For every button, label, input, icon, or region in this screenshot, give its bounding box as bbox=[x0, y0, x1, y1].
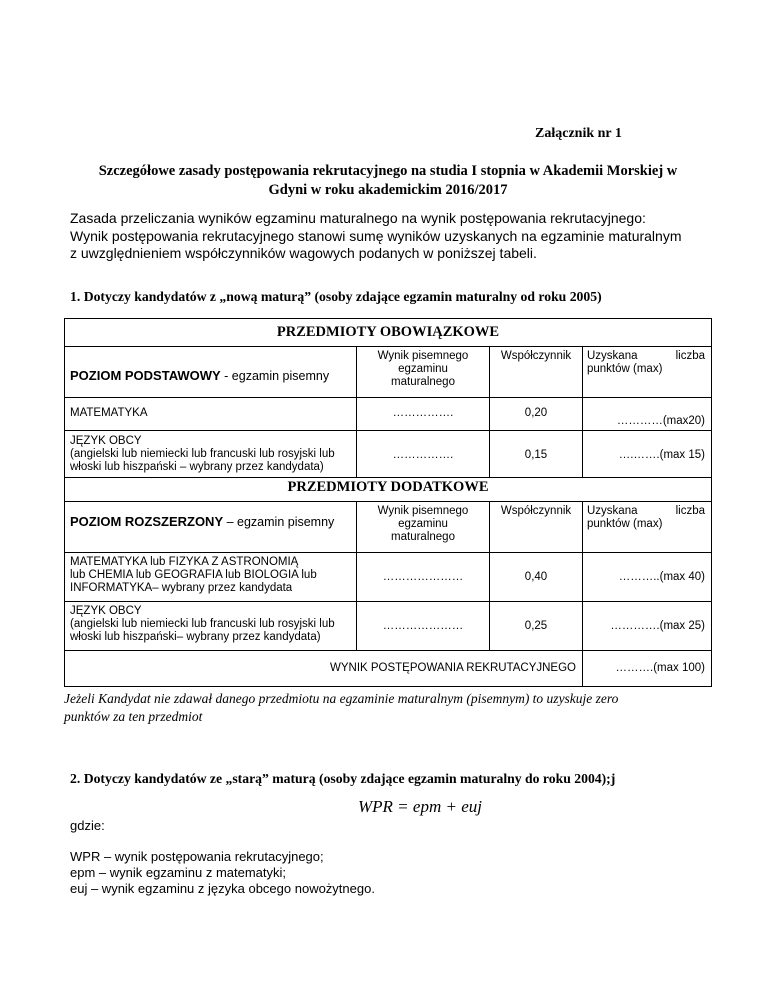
points-placeholder: ………..(max 40) bbox=[618, 571, 705, 583]
document-title bbox=[60, 162, 716, 200]
definitions-list bbox=[70, 849, 375, 897]
intro-line-2: Wynik postępowania rekrutacyjnego stanowi sumę wyników uzyskanych na egzaminie maturalnym bbox=[70, 227, 682, 244]
row-label-line: włoski lub hiszpański– wybrany przez kandydata) bbox=[70, 631, 321, 643]
row-divider bbox=[64, 650, 712, 651]
basic-level-header bbox=[70, 367, 329, 385]
annex-label: Załącznik nr 1 bbox=[535, 126, 622, 141]
col-header-points-b: liczba bbox=[675, 505, 705, 517]
points-placeholder: ….…….(max 15) bbox=[618, 449, 705, 461]
basic-level-rest: - egzamin pisemny bbox=[220, 369, 330, 383]
section-1-heading: 1. Dotyczy kandydatów z „nową maturą” (osoby zdające egzamin maturalny od roku 2005) bbox=[70, 289, 602, 304]
result-placeholder: ……………. bbox=[392, 449, 454, 461]
col-header-coef: Współczynnik bbox=[500, 350, 572, 362]
row-label-line: JĘZYK OBCY bbox=[70, 435, 142, 447]
extended-level-header bbox=[70, 513, 334, 531]
coefficient-value: 0,15 bbox=[524, 449, 548, 461]
row-label-line: JĘZYK OBCY bbox=[70, 605, 142, 617]
col-header-result-line: Wynik pisemnego bbox=[377, 350, 469, 362]
result-placeholder: ………………… bbox=[382, 571, 464, 583]
definition-epm: epm – wynik egzaminu z matematyki; bbox=[70, 865, 287, 880]
row-divider bbox=[64, 477, 712, 478]
col-divider bbox=[582, 501, 583, 687]
row-label-language-extended bbox=[70, 605, 355, 644]
col-header-result-line: egzaminu bbox=[398, 363, 448, 375]
row-label-line: lub CHEMIA lub GEOGRAFIA lub BIOLOGIA lub bbox=[70, 569, 317, 581]
note-paragraph bbox=[64, 690, 712, 726]
result-placeholder: ……………. bbox=[392, 407, 454, 419]
section-2-heading: 2. Dotyczy kandydatów ze „starą” maturą (osoby zdające egzamin maturalny do roku 2004);j bbox=[70, 771, 616, 786]
row-divider bbox=[64, 430, 712, 431]
col-header-result-line: maturalnego bbox=[391, 376, 455, 388]
points-placeholder: …………(max20) bbox=[616, 415, 705, 427]
definition-wpr: WPR – wynik postępowania rekrutacyjnego; bbox=[70, 849, 324, 864]
total-label: WYNIK POSTĘPOWANIA REKRUTACYJNEGO bbox=[329, 662, 576, 674]
extended-level-bold: POZIOM ROZSZERZONY bbox=[70, 514, 224, 529]
col-header-points-a: Uzyskana bbox=[587, 350, 638, 362]
title-line-2: Gdyni w roku akademickim 2016/2017 bbox=[268, 182, 508, 198]
coefficient-value: 0,20 bbox=[524, 407, 548, 419]
row-divider bbox=[64, 552, 712, 553]
row-label-language-basic bbox=[70, 435, 355, 474]
col-header-result bbox=[357, 350, 489, 389]
col-header-result-line: Wynik pisemnego bbox=[377, 505, 469, 517]
where-label: gdzie: bbox=[70, 818, 105, 833]
col-header-result-line: egzaminu bbox=[398, 518, 448, 530]
basic-level-bold: POZIOM PODSTAWOWY bbox=[70, 368, 221, 383]
coefficient-value: 0,25 bbox=[524, 620, 548, 632]
note-line-2: punktów za ten przedmiot bbox=[64, 709, 203, 724]
col-header-result-line: maturalnego bbox=[391, 531, 455, 543]
row-divider bbox=[64, 601, 712, 602]
definition-euj: euj – wynik egzaminu z języka obcego nowożytnego. bbox=[70, 881, 375, 896]
col-header-coef: Współczynnik bbox=[500, 505, 572, 517]
total-points-placeholder: ……….(max 100) bbox=[615, 662, 705, 674]
row-label-math: MATEMATYKA bbox=[70, 407, 148, 419]
col-header-points-line2: punktów (max) bbox=[587, 518, 663, 530]
coefficient-value: 0,40 bbox=[524, 571, 548, 583]
row-divider bbox=[64, 346, 712, 347]
title-line-1: Szczegółowe zasady postępowania rekrutacyjnego na studia I stopnia w Akademii Morskiej w bbox=[98, 163, 678, 179]
row-label-line: MATEMATYKA lub FIZYKA Z ASTRONOMIĄ bbox=[70, 556, 299, 568]
extended-level-rest: – egzamin pisemny bbox=[223, 515, 335, 529]
formula: WPR = epm + euj bbox=[358, 797, 482, 816]
result-placeholder: ………………… bbox=[382, 620, 464, 632]
col-header-points-a: Uzyskana bbox=[587, 505, 638, 517]
row-label-line: (angielski lub niemiecki lub francuski lub rosyjski lub bbox=[70, 618, 335, 630]
row-label-line: INFORMATYKA– wybrany przez kandydata bbox=[70, 582, 293, 594]
col-header-points-line2: punktów (max) bbox=[587, 363, 663, 375]
col-header-points bbox=[587, 350, 705, 376]
mandatory-subjects-heading: PRZEDMIOTY OBOWIĄZKOWE bbox=[276, 324, 500, 340]
col-header-points-b: liczba bbox=[675, 350, 705, 362]
additional-subjects-heading: PRZEDMIOTY DODATKOWE bbox=[287, 479, 489, 495]
row-label-extended-subject bbox=[70, 556, 355, 595]
row-label-line: włoski lub hiszpański – wybrany przez kandydata) bbox=[70, 461, 324, 473]
intro-line-3: z uwzględnieniem współczynników wagowych podanych w poniższej tabeli. bbox=[70, 245, 537, 261]
note-line-1: Jeżeli Kandydat nie zdawał danego przedmiotu na egzaminie maturalnym (pisemnym) to uzyskuje zero bbox=[64, 691, 619, 706]
row-label-line: (angielski lub niemiecki lub francuski lub rosyjski lub bbox=[70, 448, 335, 460]
row-divider bbox=[64, 397, 712, 398]
row-divider bbox=[64, 501, 712, 502]
intro-line-1: Zasada przeliczania wyników egzaminu maturalnego na wynik postępowania rekrutacyjnego: bbox=[70, 210, 646, 226]
col-header-result bbox=[357, 505, 489, 544]
intro-paragraph bbox=[70, 210, 720, 263]
points-placeholder: ………….(max 25) bbox=[610, 620, 705, 632]
col-header-points bbox=[587, 505, 705, 531]
